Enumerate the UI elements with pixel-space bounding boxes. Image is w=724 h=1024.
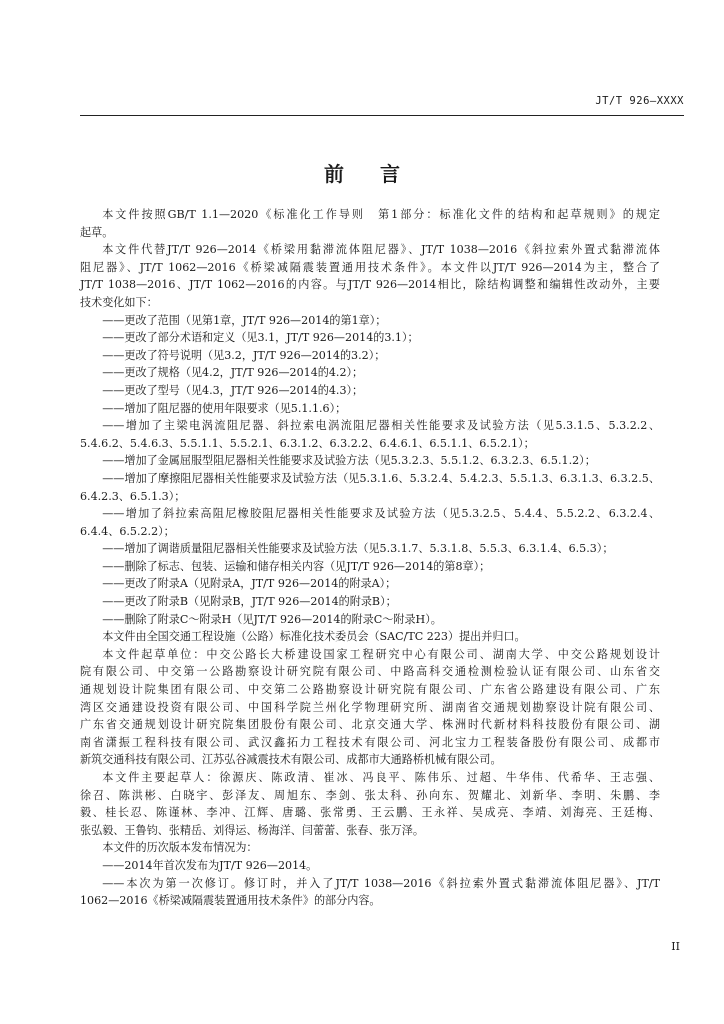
change-item: ——更改了范围（见第1章，JT/T 926—2014的第1章）； (102, 313, 387, 327)
change-item: ——增加了金属屈服型阻尼器相关性能要求及试验方法（见5.3.2.3、5.5.1.2、6.3.2.3、6.5.1.2）； (102, 454, 596, 468)
change-item-continued: 6.4.2.3、6.5.1.3）； (80, 489, 186, 503)
standard-code: JT/T 926—XXXX (595, 95, 684, 107)
history-item: ——本次为第一次修订。修订时，并入了JT/T 1038—2016《斜拉索外置式黏滞流体阻尼器》、JT/T (102, 876, 660, 890)
history-item: ——2014年首次发布为JT/T 926—2014。 (102, 858, 318, 872)
change-item: ——更改了附录A（见附录A，JT/T 926—2014的附录A）； (102, 577, 397, 591)
paragraph-line: 新筑交通科技有限公司、江苏弘谷减震技术有限公司、成都市大通路桥机械有限公司。 (80, 753, 502, 767)
page-title (0, 158, 724, 187)
paragraph-line: 本文件主要起草人：徐源庆、陈政清、崔冰、冯良平、陈伟乐、过超、牛华伟、代希华、王志强、 (102, 771, 660, 784)
change-item: ——增加了斜拉索高阻尼橡胶阻尼器相关性能要求及试验方法（见5.3.2.5、5.4.4、5.5.2.2、6.3.2.4、 (102, 507, 660, 521)
paragraph-line: 张弘毅、王鲁钧、张精岳、刘得运、杨海洋、闫蕾蕾、张春、张万泽。 (80, 823, 424, 837)
paragraph-line: 广东省交通规划设计研究院集团股份有限公司、北京交通大学、株洲时代新材料科技股份有限公司、湖 (80, 718, 660, 732)
change-item: ——删除了标志、包装、运输和储存相关内容（见JT/T 926—2014的第8章）； (102, 559, 491, 573)
paragraph-line: JT/T 1038—2016、JT/T 1062—2016的内容。与JT/T 926—2014相比，除结构调整和编辑性改动外，主要 (80, 278, 660, 292)
change-item: ——增加了主梁电涡流阻尼器、斜拉索电涡流阻尼器相关性能要求及试验方法（见5.3.1.5、5.3.2.2、 (102, 419, 660, 433)
paragraph-line: 起草。 (80, 225, 114, 239)
history-item-continued: 1062—2016《桥梁减隔震装置通用技术条件》的部分内容。 (80, 894, 381, 908)
page-number: II (671, 940, 680, 953)
paragraph-line: 徐召、陈洪彬、白晓宇、彭泽友、周旭东、李剑、张太科、孙向东、贺耀北、刘新华、李明、朱鹏、李 (80, 788, 660, 802)
change-item: ——增加了阻尼器的使用年限要求（见5.1.1.6）； (102, 401, 347, 415)
change-item: ——增加了调谐质量阻尼器相关性能要求及试验方法（见5.3.1.7、5.3.1.8、5.5.3、6.3.1.4、6.5.3）； (102, 542, 614, 556)
paragraph-line: 技术变化如下： (80, 295, 158, 309)
change-item: ——更改了部分术语和定义（见3.1，JT/T 926—2014的3.1）； (102, 331, 419, 345)
paragraph-line: 阻尼器》、JT/T 1062—2016《桥梁减隔震装置通用技术条件》。本文件以JT/T 926—2014为主，整合了 (80, 260, 660, 274)
change-item: ——更改了附录B（见附录B，JT/T 926—2014的附录B）； (102, 595, 397, 609)
paragraph-line: 本文件的历次版本发布情况为： (102, 841, 258, 855)
paragraph-line: 院有限公司、中交第一公路勘察设计研究院有限公司、中路高科交通检测检验认证有限公司、山东省交 (80, 665, 660, 679)
change-item: ——删除了附录C～附录H（见JT/T 926—2014的附录C～附录H）。 (102, 612, 442, 626)
change-item: ——更改了符号说明（见3.2，JT/T 926—2014的3.2）； (102, 348, 386, 362)
change-item-continued: 6.4.4、6.5.2.2）； (80, 524, 175, 538)
paragraph-line: 毅、桂长忍、陈谨林、李冲、江辉、唐璐、张常勇、王云鹏、王永祥、吴成亮、李靖、刘海亮、王廷梅、 (80, 806, 660, 820)
paragraph-line: 通规划设计院集团有限公司、中交第二公路勘察设计研究院有限公司、广东省公路建设有限公司、广东 (80, 683, 660, 697)
paragraph-line: 南省潇振工程科技有限公司、武汉鑫拓力工程技术有限公司、河北宝力工程装备股份有限公司、成都市 (80, 735, 660, 749)
title-char-1: 前 (324, 162, 344, 186)
change-item-continued: 5.4.6.2、5.4.6.3、5.5.1.1、5.5.2.1、6.3.1.2、6.3.2.2、6.4.6.1、6.5.1.1、6.5.2.1）； (80, 436, 535, 450)
title-char-2: 言 (380, 162, 400, 186)
foreword-body (80, 206, 660, 910)
paragraph-line: 本文件代替JT/T 926—2014《桥梁用黏滞流体阻尼器》、JT/T 1038—2016《斜拉索外置式黏滞流体 (102, 243, 660, 257)
paragraph-line: 本文件起草单位：中交公路长大桥建设国家工程研究中心有限公司、湖南大学、中交公路规划设计 (102, 647, 660, 661)
change-item: ——更改了型号（见4.3，JT/T 926—2014的4.3）； (102, 383, 364, 397)
paragraph-line: 本文件按照GB/T 1.1—2020《标准化工作导则 第1部分：标准化文件的结构和起草规则》的规定 (102, 208, 660, 221)
change-item: ——更改了规格（见4.2，JT/T 926—2014的4.2）； (102, 366, 364, 380)
header-rule (80, 115, 684, 116)
paragraph-line: 本文件由全国交通工程设施（公路）标准化技术委员会（SAC/TC 223）提出并归口。 (102, 630, 526, 644)
paragraph-line: 湾区交通建设投资有限公司、中国科学院兰州化学物理研究所、湖南省交通规划勘察设计院有限公司、 (80, 700, 660, 714)
change-item: ——增加了摩擦阻尼器相关性能要求及试验方法（见5.3.1.6、5.3.2.4、5.4.2.3、5.5.1.3、6.3.1.3、6.3.2.5、 (102, 471, 660, 485)
